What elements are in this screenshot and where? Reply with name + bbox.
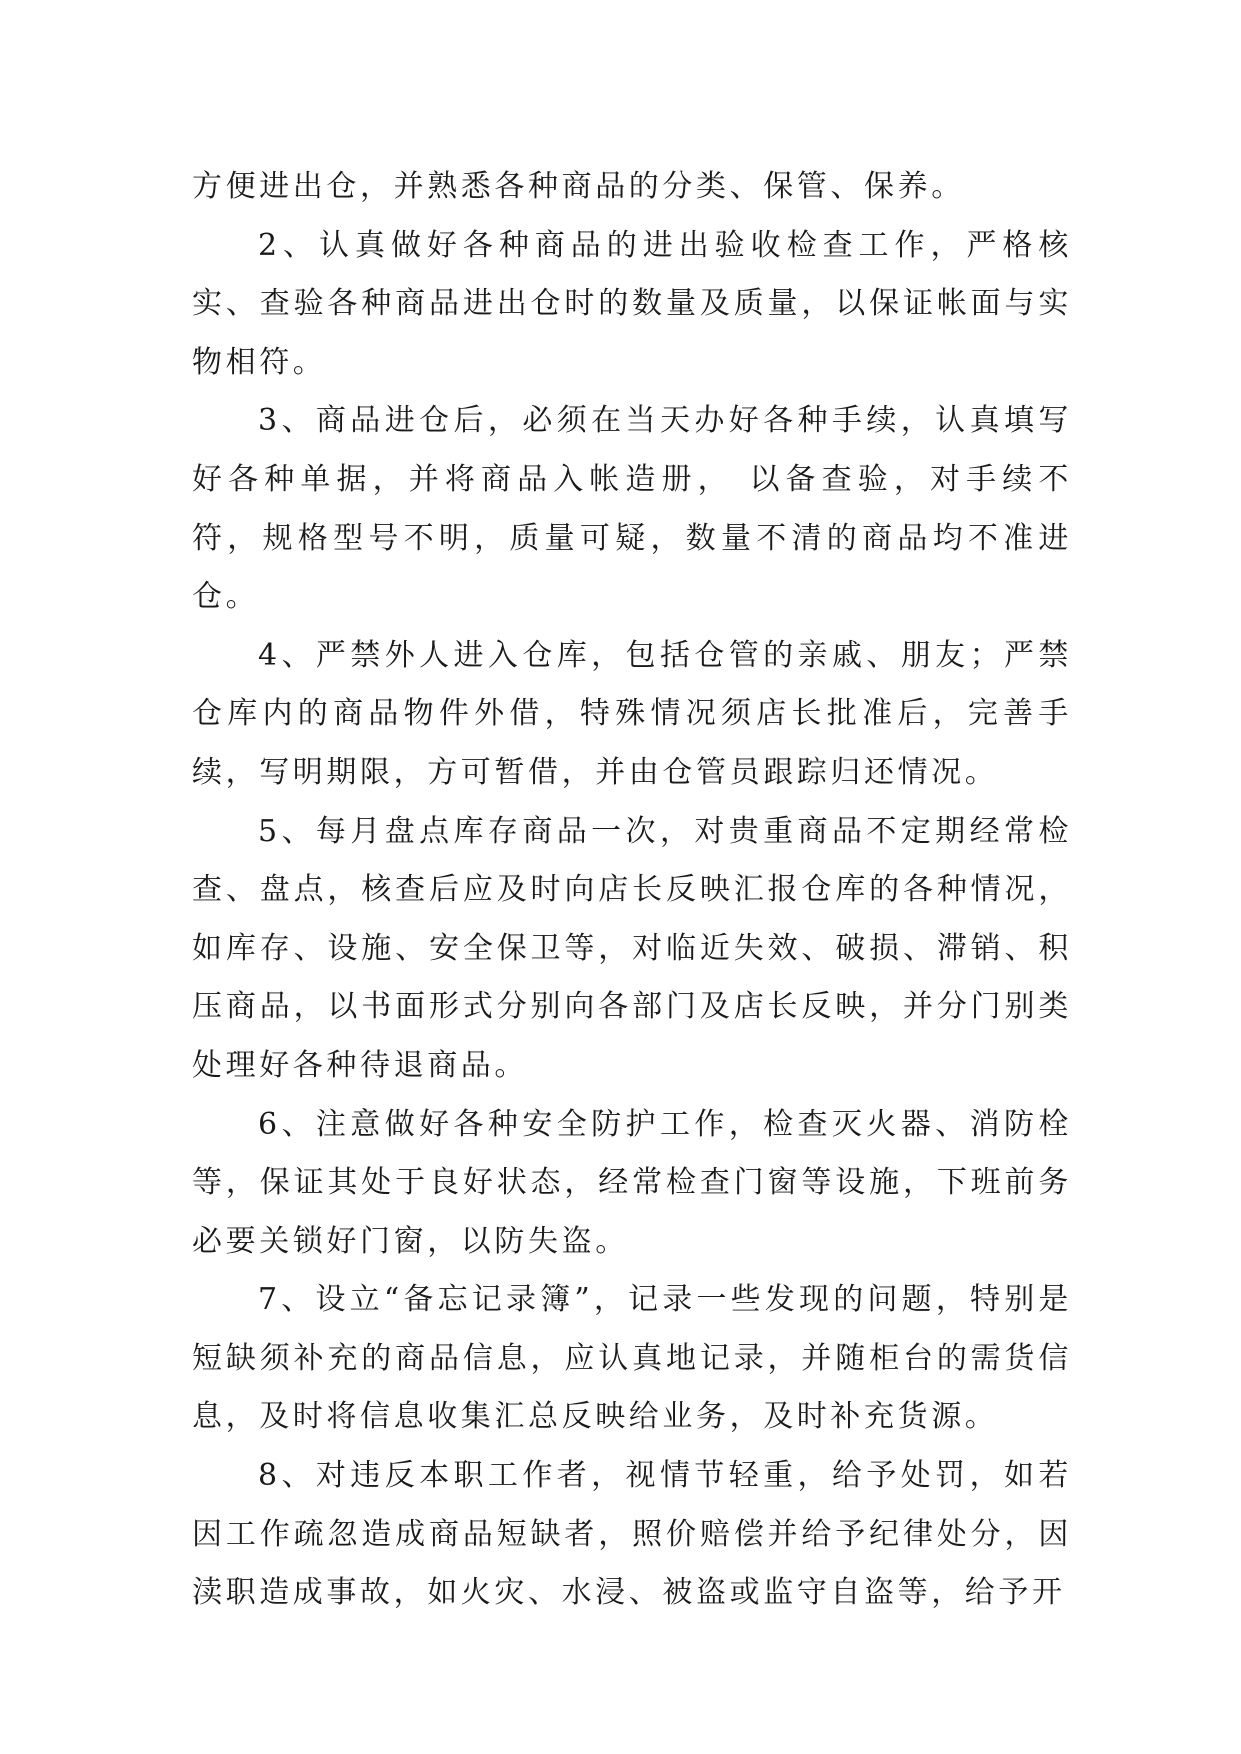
paragraph-item-3: 3、商品进仓后，必须在当天办好各种手续，认真填写好各种单据，并将商品入帐造册， 以备查验，对手续不符，规格型号不明，质量可疑，数量不清的商品均不准进仓。 <box>192 403 1072 615</box>
paragraph-item-6: 6、注意做好各种安全防护工作，检查灭火器、消防栓等，保证其处于良好状态，经常检查门窗等设施，下班前务必要关锁好门窗，以防失盗。 <box>192 1106 1072 1259</box>
paragraph-item-4: 4、严禁外人进入仓库，包括仓管的亲戚、朋友；严禁仓库内的商品物件外借，特殊情况须店长批准后，完善手续，写明期限，方可暂借，并由仓管员跟踪归还情况。 <box>192 637 1072 790</box>
paragraph-item-7: 7、设立“备忘记录簿”，记录一些发现的问题，特别是短缺须补充的商品信息，应认真地记录，并随柜台的需货信息，及时将信息收集汇总反映给业务，及时补充货源。 <box>192 1282 1072 1435</box>
paragraph-item-2: 2、认真做好各种商品的进出验收检查工作，严格核实、查验各种商品进出仓时的数量及质量，以保证帐面与实物相符。 <box>192 227 1072 380</box>
paragraph-continuation: 方便进出仓，并熟悉各种商品的分类、保管、保养。 <box>192 169 965 204</box>
paragraph-item-8: 8、对违反本职工作者，视情节轻重，给予处罚，如若因工作疏忽造成商品短缺者，照价赔偿并给予纪律处分，因渎职造成事故，如火灾、水浸、被盗或监守自盗等，给予开 <box>192 1458 1072 1611</box>
paragraph-item-5: 5、每月盘点库存商品一次，对贵重商品不定期经常检查、盘点，核查后应及时向店长反映汇报仓库的各种情况，如库存、设施、安全保卫等，对临近失效、破损、滞销、积压商品，以书面形式分别向各部门及店长反映，并分门别类处理好各种待退商品。 <box>192 813 1072 1083</box>
document-body <box>192 158 1072 1623</box>
